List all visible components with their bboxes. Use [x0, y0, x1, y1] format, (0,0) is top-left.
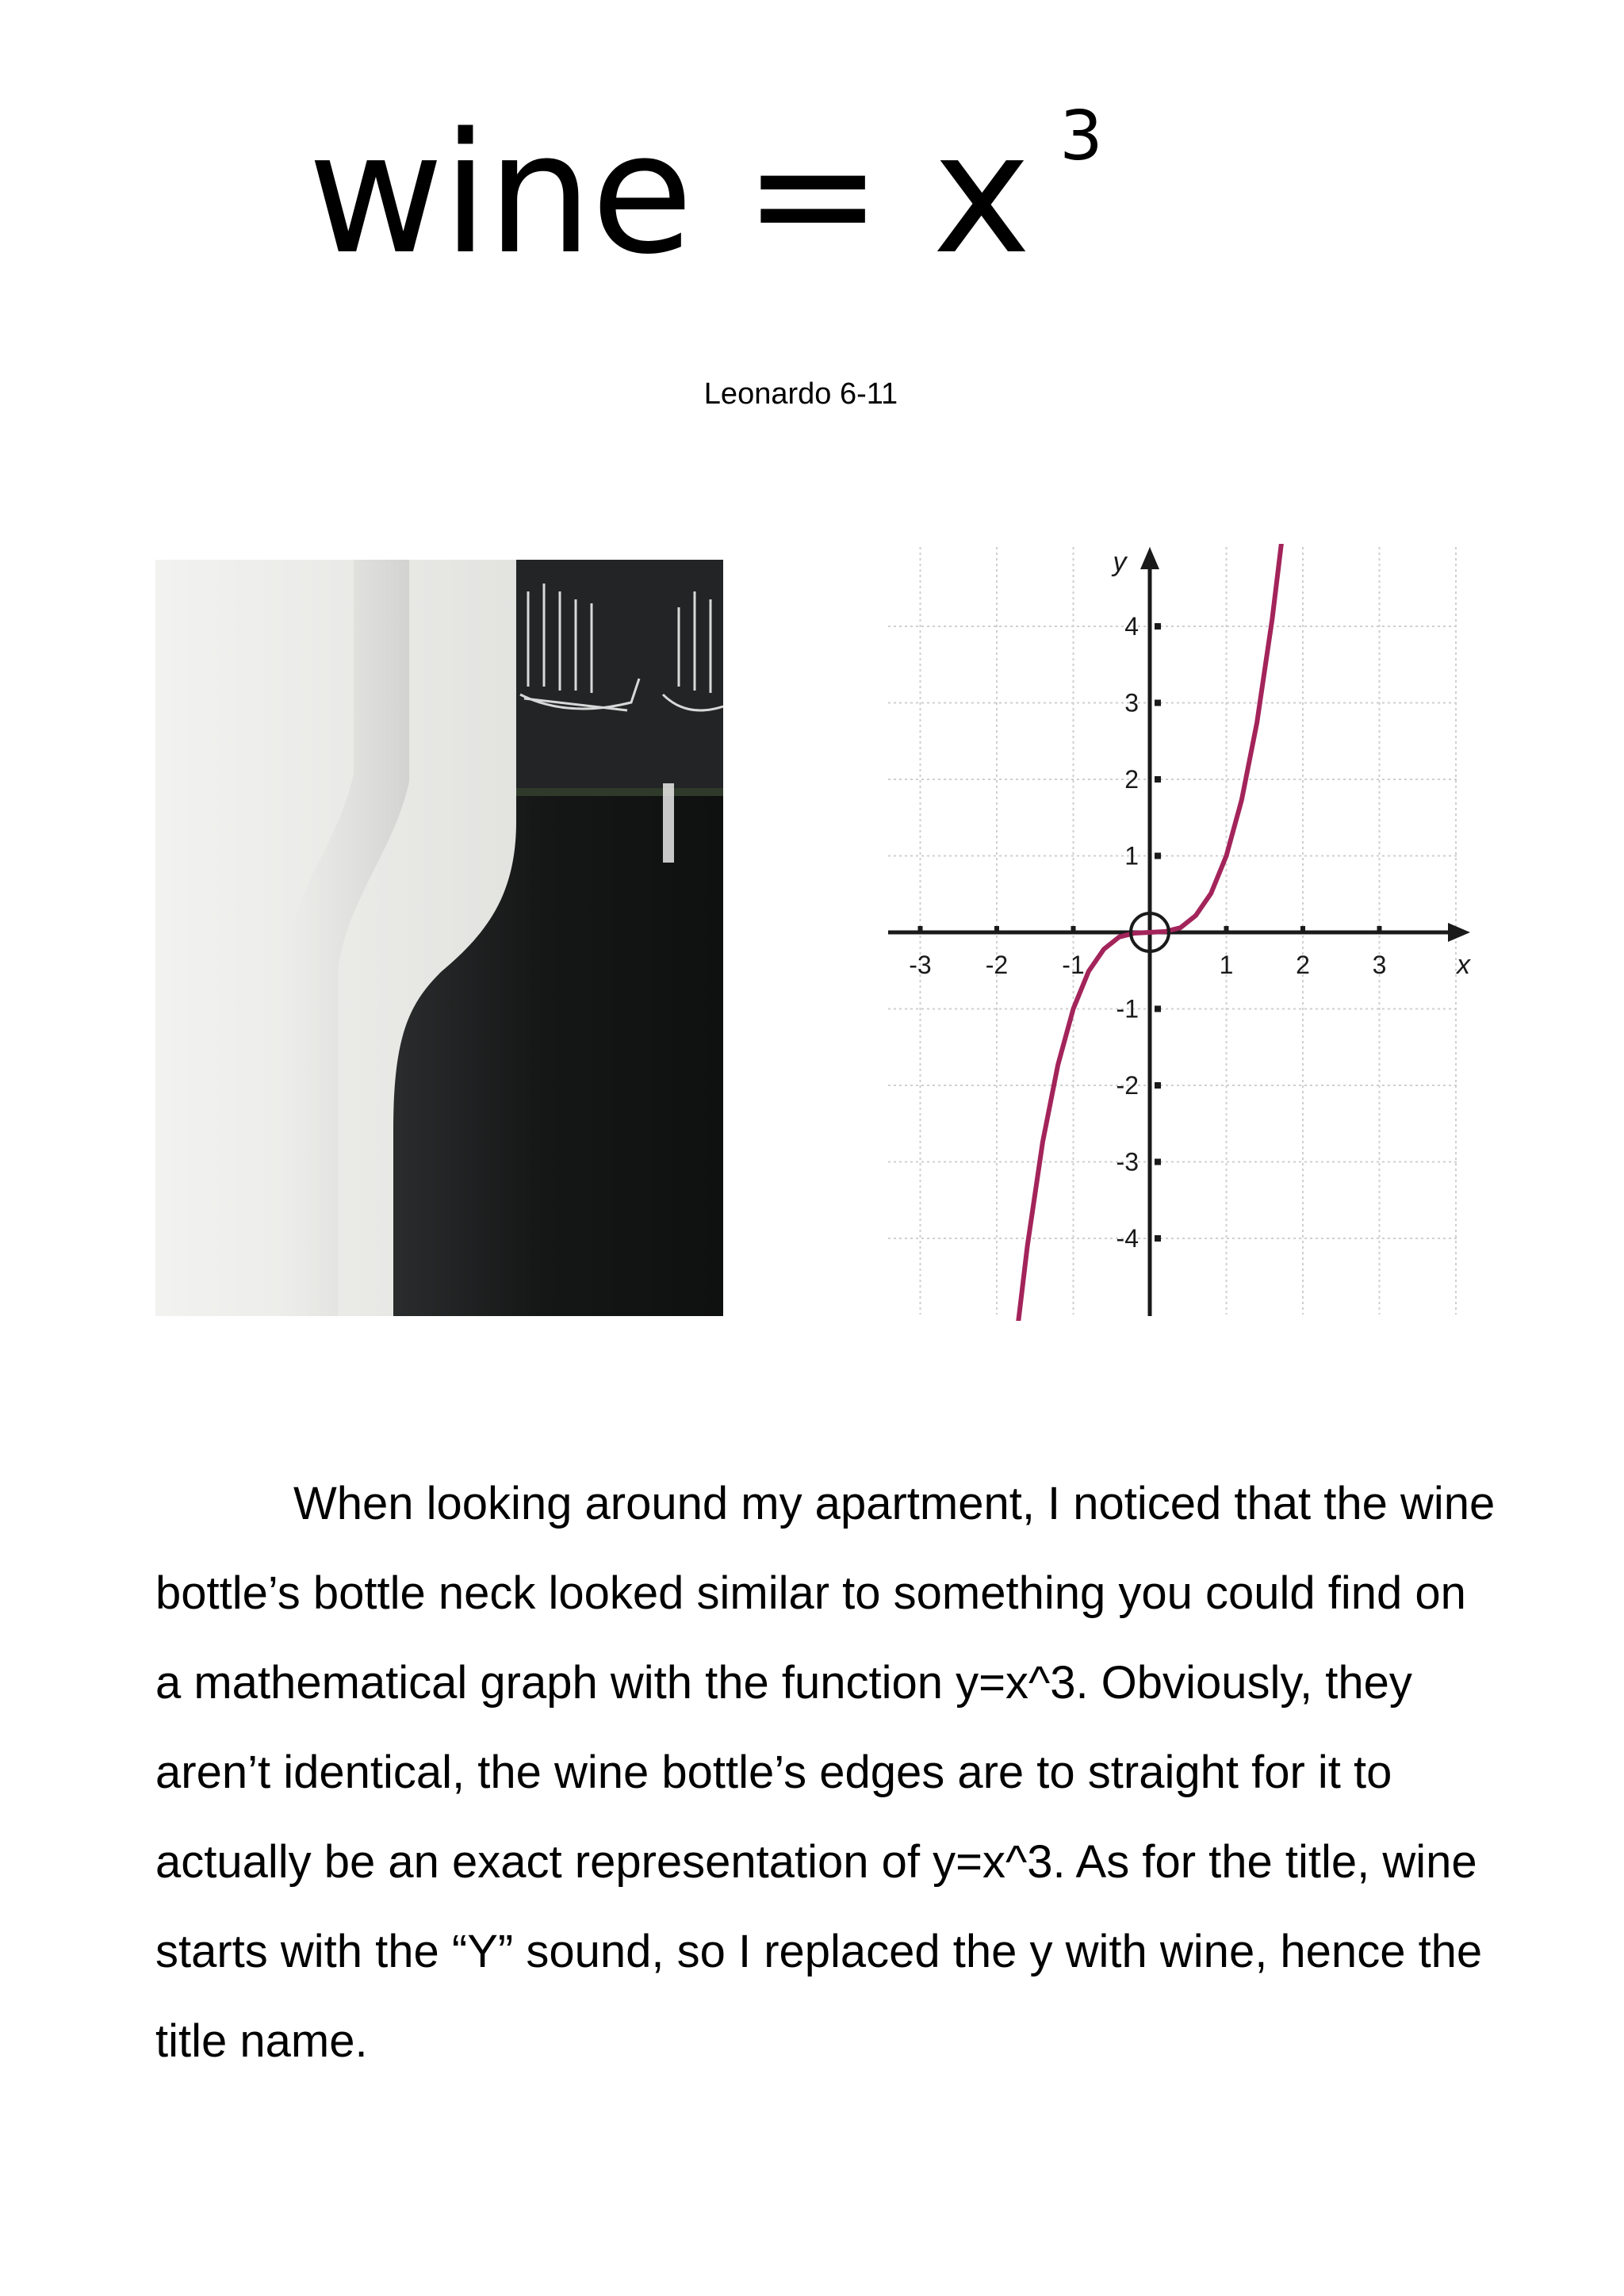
x-axis-arrow	[1448, 923, 1470, 942]
x-tick-label: -1	[1062, 951, 1085, 979]
bottle-highlight	[663, 783, 674, 863]
x-tick-mark	[1071, 926, 1076, 934]
x-tick-mark	[1300, 926, 1305, 934]
x-tick-label: 2	[1296, 951, 1310, 979]
x-tick-label: -3	[909, 951, 932, 979]
y-tick-mark	[1155, 853, 1161, 859]
y-tick-mark	[1155, 1235, 1161, 1242]
y-tick-mark	[1155, 1006, 1161, 1012]
y-tick-mark	[1155, 623, 1161, 629]
wine-bottle-photo	[155, 560, 723, 1316]
body-paragraph: When looking around my apartment, I noticed that the wine bottle’s bottle neck looked similar to something you could find on a mathematical graph with the function y=x^3. Obviously, they aren’t identical, the wine bottle’s edges are to straight for it to actually be an exact representation of y=x^3. As for the title, wine starts with the “Y” sound, so I replaced the y with wine, hence the title name.	[155, 1478, 1496, 2067]
foil-edge	[516, 788, 723, 796]
x-tick-label: 3	[1372, 951, 1387, 979]
author-line: Leonardo 6-11	[703, 377, 898, 411]
body-paragraph-container	[155, 1459, 1503, 2086]
y-tick-mark	[1155, 776, 1161, 783]
y-tick-label: 2	[1124, 765, 1139, 794]
document-title	[308, 97, 1103, 291]
x-tick-mark	[1377, 926, 1382, 934]
cubic-function-graph	[888, 544, 1475, 1321]
y-tick-label: 3	[1124, 688, 1139, 718]
x-tick-mark	[994, 926, 999, 934]
x-tick-mark	[1224, 926, 1229, 934]
x-tick-label: 1	[1219, 951, 1234, 979]
wine-bottle-illustration	[155, 560, 723, 1316]
y-tick-mark	[1155, 700, 1161, 706]
y-tick-label: -4	[1116, 1224, 1139, 1253]
chart-svg	[888, 544, 1475, 1321]
x-tick-mark	[918, 926, 923, 934]
y-axis-label: y	[1113, 547, 1127, 577]
y-tick-label: 4	[1124, 612, 1139, 641]
y-tick-mark	[1155, 1159, 1161, 1165]
y-tick-mark	[1155, 1082, 1161, 1089]
title-main: wine = x	[308, 97, 1030, 291]
bottle-foil	[516, 560, 723, 790]
y-tick-label: 1	[1124, 841, 1139, 871]
x-axis-label: x	[1457, 950, 1470, 980]
y-tick-label: -2	[1116, 1071, 1139, 1100]
y-tick-label: -1	[1116, 994, 1139, 1024]
title-exponent: 3	[1059, 97, 1103, 176]
y-axis-arrow	[1140, 547, 1159, 569]
x-tick-label: -2	[985, 951, 1009, 979]
y-tick-label: -3	[1116, 1147, 1139, 1177]
